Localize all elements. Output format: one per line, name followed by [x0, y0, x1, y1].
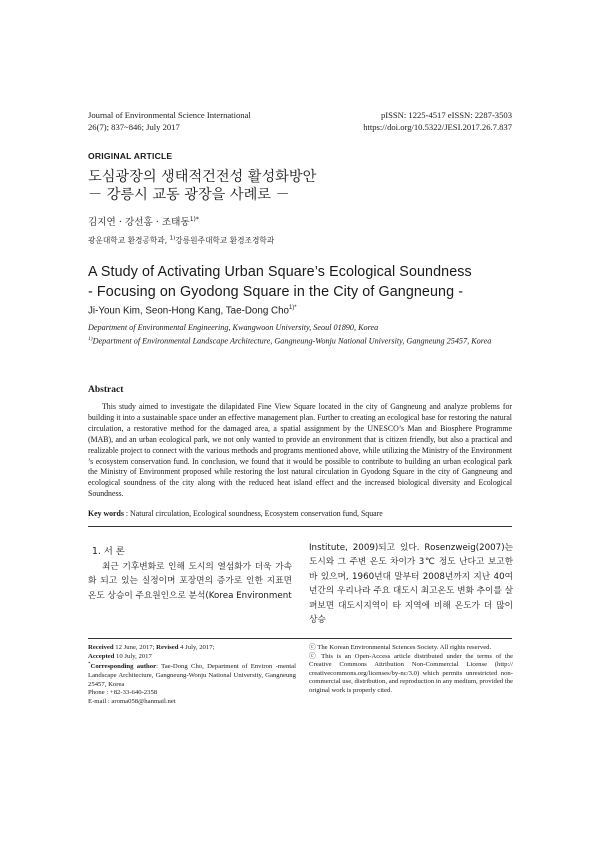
corr-text: : Tae-Dong Cho, Department of Environ -mental Landscape Architecture, Gangneung-Wonju National University, Gangneung 25457, Korea	[88, 663, 296, 688]
korean-title-line2: － 강릉시 교동 광장을 사례로 －	[88, 187, 290, 203]
english-authors-names: Ji-Youn Kim, Seon-Hong Kang, Tae-Dong Cho	[88, 305, 289, 317]
license-text: ⓒ This is an Open-Access article distributed under the terms of the Creative Commons Attribution Non-Commercial License (http:// creativecommons.org/licenses/by-nc/3.0) which permits unrestricted non-commercial use, distribution, and reproduction in any medium, provided the original work is properly cited.	[309, 652, 513, 694]
email[interactable]: E-mail : aroma058@hanmail.net	[88, 697, 176, 705]
journal-name: Journal of Environmental Science International	[88, 110, 251, 120]
keywords-separator	[88, 526, 512, 527]
korean-affil-2: 강릉원주대학교 환경조경학과	[175, 236, 275, 245]
accepted-date: 10 July, 2017	[114, 652, 152, 660]
accepted-line	[88, 653, 296, 662]
keywords-text: : Natural circulation, Ecological soundness, Ecosystem conservation fund, Square	[123, 509, 383, 518]
english-affil-1: Department of Environmental Engineering, Kwangwoon University, Seoul 01890, Korea	[88, 323, 379, 332]
corr-sup: *	[88, 662, 91, 668]
phone: Phone : +82-33-640-2358	[88, 689, 158, 697]
issn-header	[363, 110, 512, 133]
received-label: Received	[88, 644, 114, 651]
keywords-label: Key words	[88, 509, 124, 518]
revised-label: Revised	[156, 644, 179, 651]
english-affil-2: Department of Environmental Landscape Architecture, Gangneung-Wonju National University, Gangneung 25457, Korea	[92, 336, 492, 346]
korean-authors-sup: 1)*	[189, 215, 199, 223]
article-type: ORIGINAL ARTICLE	[88, 151, 173, 161]
journal-issue: 26(7); 837~846; July 2017	[88, 121, 180, 132]
english-authors-sup: 1)*	[288, 305, 297, 311]
copyright-text: ⓒ The Korean Environmental Sciences Society. All rights reserved.	[309, 644, 492, 651]
english-title-line1: A Study of Activating Urban Square’s Ecological Soundness	[88, 264, 472, 280]
abstract-text: This study aimed to investigate the dilapidated Fine View Square located in the city of Gangneung and analyze problems for building it into a sustainable space under an effective management plan. Further to creating an ecological base for restoring the natural circulation, a restorative method for the damaged area, a spatial assignment by the UNESCO’s Man and Biosphere Programme (MAB), and an urban ecological park, we not only wanted to provide an environment that is citizen friendly, but also a practical and realizable project to connect with the various methods and programs mentioned above, while utilizing the Ministry of the Environment ’s ecosystem conservation fund. In conclusion, we found that it would be possible to contribute to building an urban ecological park the Ministry of Environment proposed while restoring the lost natural circulation in Gyodong Square in the city of Gangneung and ecological soundness of the city along with the reduced heat island effect and the increased biological diversity and Ecological Soundness.	[88, 402, 512, 499]
korean-affil-1: 광운대학교 환경공학과,	[88, 236, 170, 245]
body-left-column: 최근 기후변화로 인해 도시의 열섬화가 더욱 가속화 되고 있는 실정이며 포장면의 증가로 인한 지표면 온도 상승이 주요원인으로 분석(Korea Environment	[88, 562, 292, 601]
body-right-column: Institute, 2009)되고 있다. Rosenzweig(2007)는 도시와 그 주변 온도 차이가 3℃ 정도 난다고 보고한 바 있으며, 1960년대 말부터 2008년까지 지난 40여 년간의 우리나라 주요 대도시 최고온도 변화 추이를 살펴보면 대도시지역이 타 지역에 비해 온도가 더 많이 상승	[309, 543, 513, 626]
korean-authors	[88, 214, 199, 228]
korean-affil-sup: 1)	[169, 235, 176, 242]
article-history	[88, 644, 296, 706]
doi-link[interactable]: https://doi.org/10.5322/JESI.2017.26.7.837	[363, 121, 512, 132]
corresponding-author	[88, 661, 296, 689]
korean-authors-names: 김지연 · 강선홍 · 조태동	[88, 217, 190, 228]
english-affiliation	[88, 322, 518, 347]
keywords	[88, 509, 383, 518]
copyright-block	[309, 644, 513, 696]
received-line	[88, 644, 296, 653]
korean-affiliation	[88, 235, 274, 246]
section-title: 1. 서 론	[92, 546, 125, 557]
corr-label: Corresponding author	[90, 663, 157, 671]
english-title	[88, 262, 472, 302]
issn-text: pISSN: 1225-4517 eISSN: 2287-3503	[380, 110, 512, 120]
english-affil-2-wrap	[88, 334, 518, 347]
korean-title	[88, 168, 316, 204]
accepted-label: Accepted	[88, 652, 115, 660]
korean-title-line1: 도심광장의 생태적건전성 활성화방안	[88, 169, 317, 185]
english-affil-2-sup: 1)	[88, 335, 93, 342]
abstract-heading: Abstract	[88, 385, 124, 395]
revised-date: 4 July, 2017;	[178, 644, 215, 651]
footer-separator	[88, 638, 512, 639]
journal-header	[88, 110, 251, 133]
english-authors	[88, 305, 297, 316]
received-date: 12 June, 2017;	[113, 644, 157, 651]
english-title-line2: - Focusing on Gyodong Square in the City of Gangneung -	[88, 284, 464, 300]
